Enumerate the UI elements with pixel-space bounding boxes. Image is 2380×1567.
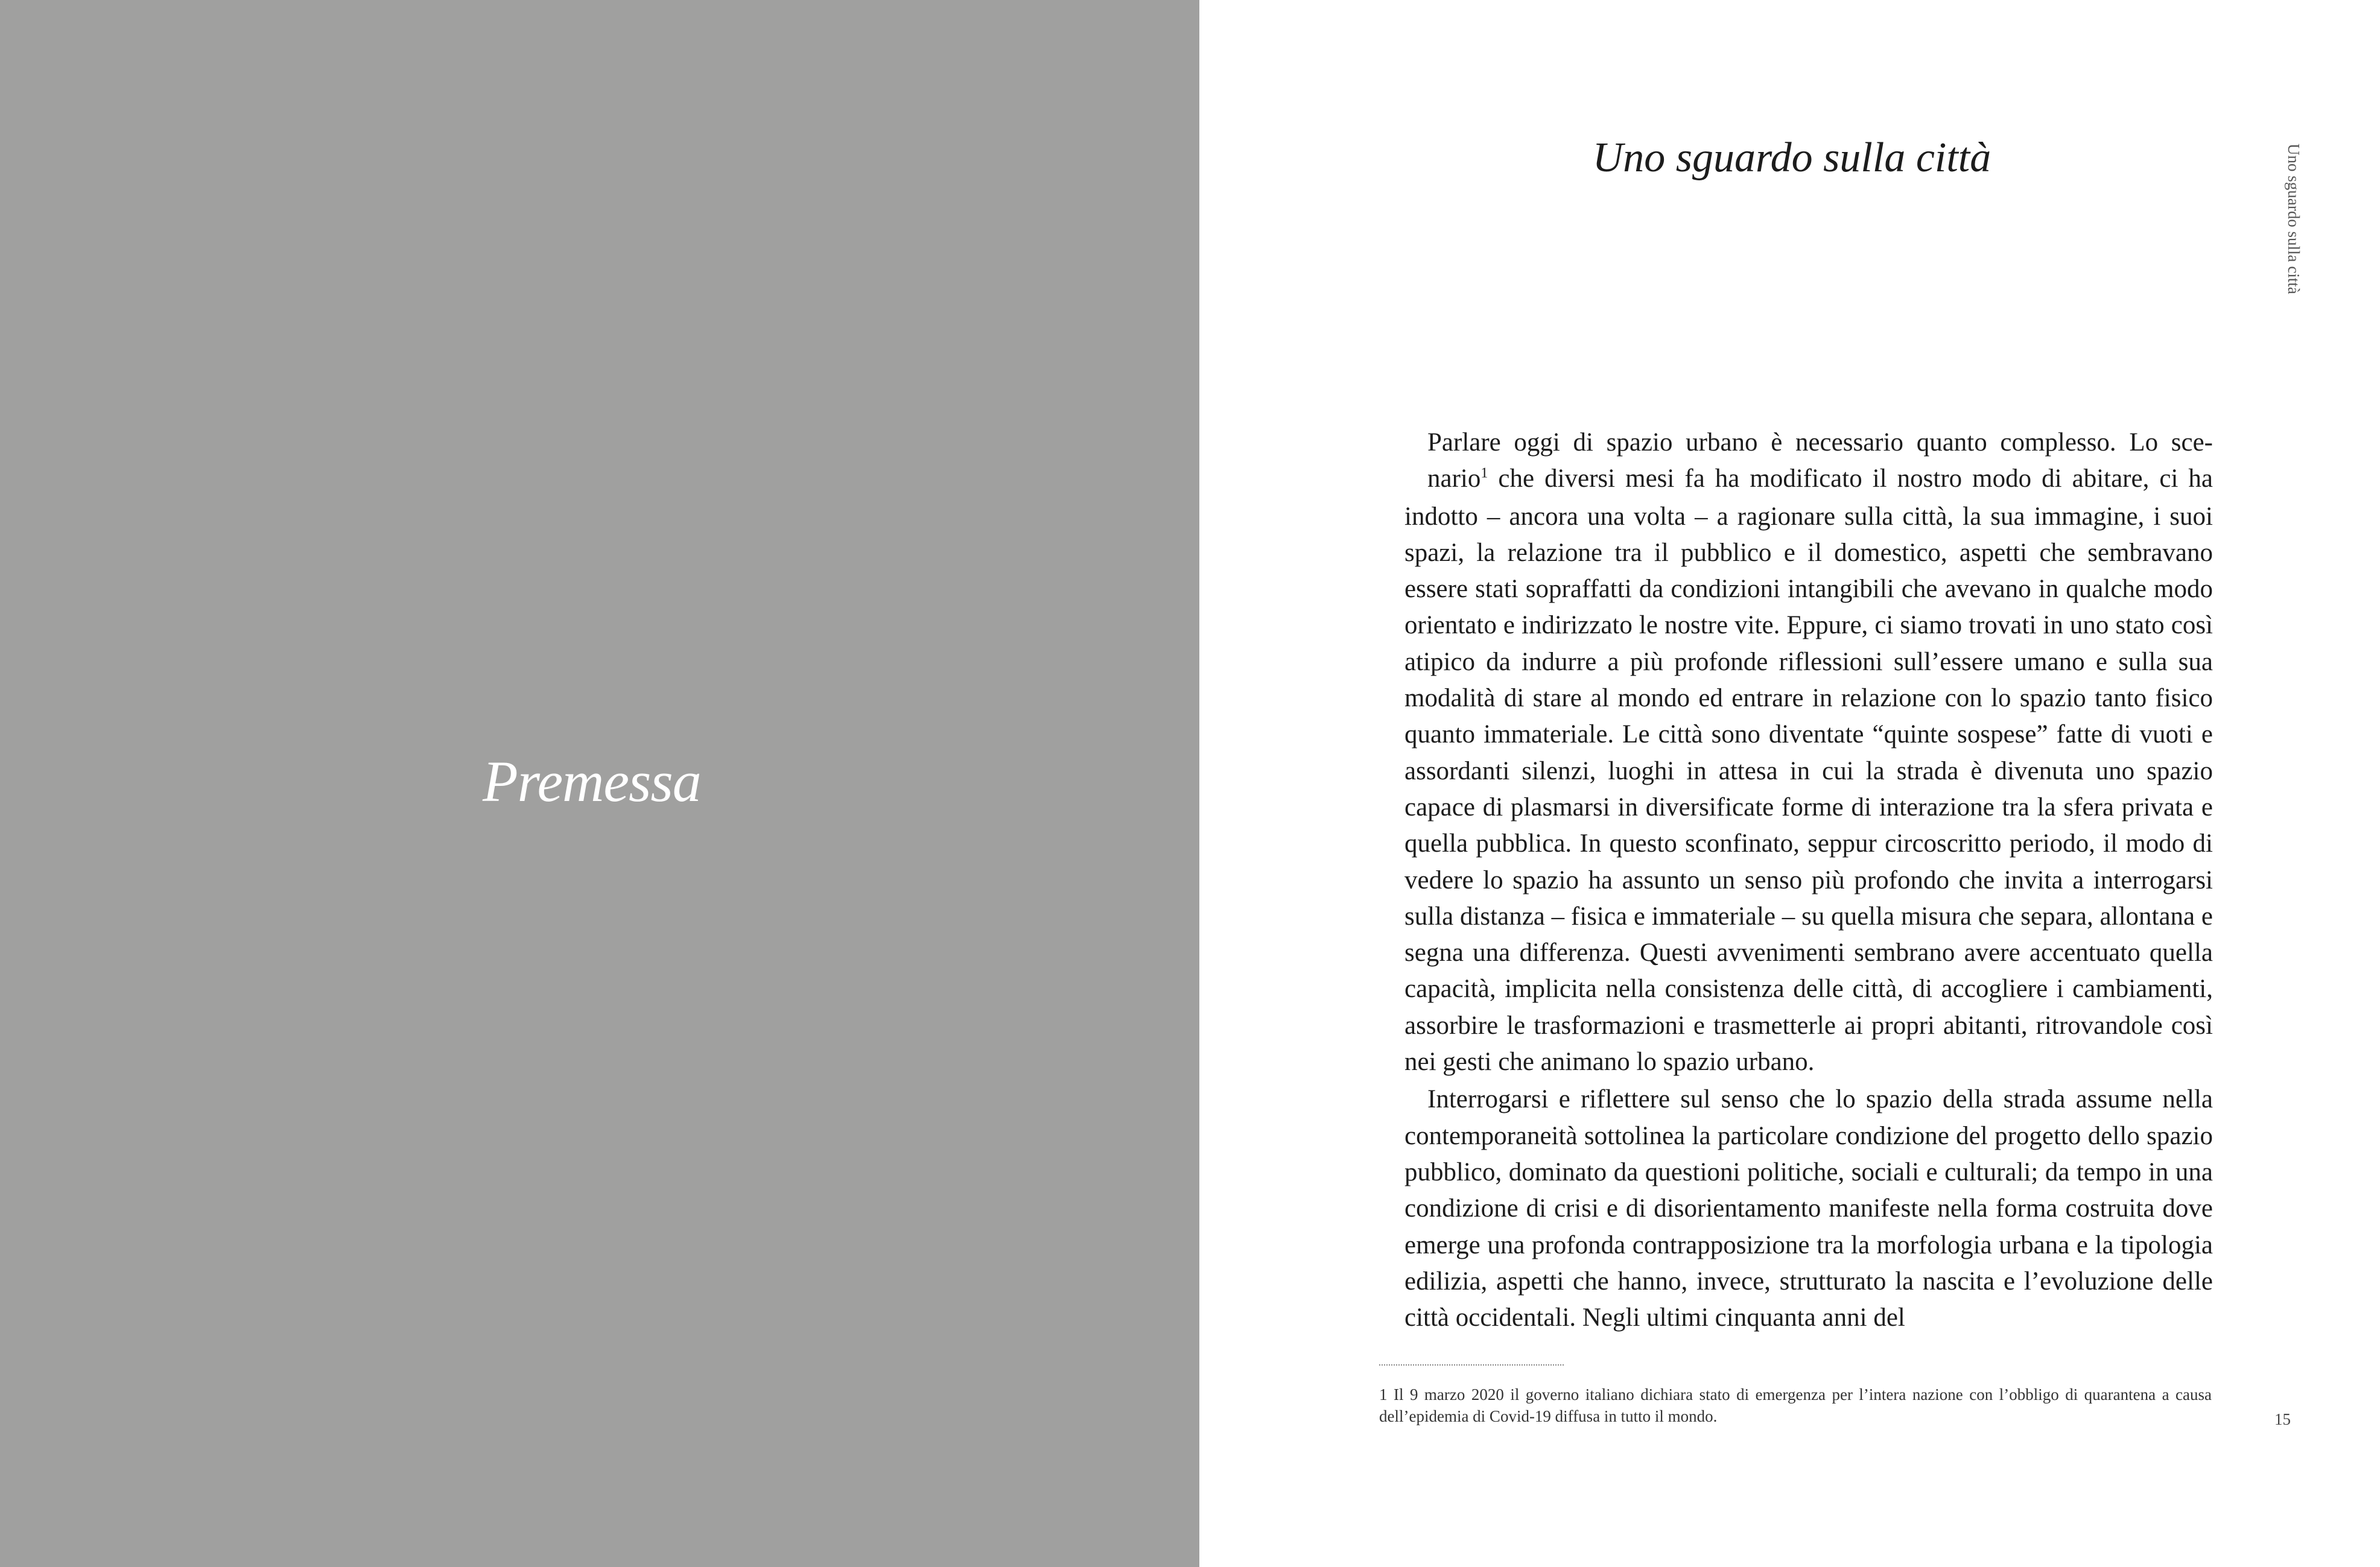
paragraph-1-line-2-start: nario: [1427, 464, 1481, 493]
paragraph-1-line-1: Parlare oggi di spazio urbano è necessario quanto complesso. Lo sce-: [1427, 428, 2213, 457]
footnote-separator: [1379, 1364, 1564, 1366]
section-title: Premessa: [483, 749, 701, 814]
paragraph-2: Interrogarsi e riflettere sul senso che lo spazio della strada assume nella contemporaneità sottolinea la particolare condizione del progetto dello spazio pubblico, dominato da questioni politiche, sociali e culturali; da tempo in una condizione di crisi e di disorientamento manifeste nella forma costruita dove emerge una profonda contrapposizione tra la morfologia urbana e la tipologia edilizia, aspetti che hanno, invece, strutturato la nascita e l’evoluzione delle città occidentali. Negli ultimi cinquanta anni del: [1404, 1085, 2213, 1332]
paragraph-1-continued: indotto – ancora una volta – a ragionare sulla città, la sua immagine, i suoi spazi, la relazione tra il pubblico e il domestico, aspetti che sembravano essere stati sopraffatti da condizioni intangibili che avevano in qualche modo orientato e indirizzato le nostre vite. Eppure, ci siamo trovati in uno stato così atipico da indurre a più profonde riflessioni sull’essere umano e sulla sua modalità di stare al mondo ed entrare in relazione con lo spazio tanto fisico quanto immateriale. Le città sono diventate “quinte sospese” fatte di vuoti e assordanti silenzi, luoghi in attesa in cui la strada è divenuta uno spazio capace di plasmarsi in diversificate forme di interazione tra la sfera privata e quella pubblica. In questo sconfinato, seppur circoscritto periodo, il modo di vedere lo spazio ha assunto un senso più profondo che invita a interrogarsi sulla distanza – fisica e immateriale – su quella misura che separa, allontana e segna una differenza. Questi avvenimenti sembrano avere accentuato quella capacità, implicita nella consistenza delle città, di accogliere i cambiamenti, assorbire le trasformazioni e trasmetterle ai propri abitanti, ritrovandole così nei gesti che animano lo spazio urbano.: [1404, 502, 2213, 1077]
paragraph-1: [1404, 425, 2213, 498]
body-text: [1404, 425, 2213, 1336]
paragraph-1-line-2-end: che diversi mesi fa ha modificato il nostro modo di abitare, ci ha: [1488, 464, 2213, 493]
footnote: 1 Il 9 marzo 2020 il governo italiano dichiara stato di emergenza per l’intera nazione con l’obbligo di quarantena a causa dell’epidemia di Covid-19 diffusa in tutto il mondo.: [1379, 1385, 2212, 1425]
chapter-title: Uno sguardo sulla città: [1592, 135, 1991, 181]
footnote-reference[interactable]: 1: [1480, 465, 1488, 481]
page-number: 15: [2274, 1410, 2291, 1428]
paragraph-1-line-2: [1404, 461, 2213, 497]
running-header: Uno sguardo sulla città: [2285, 144, 2303, 294]
